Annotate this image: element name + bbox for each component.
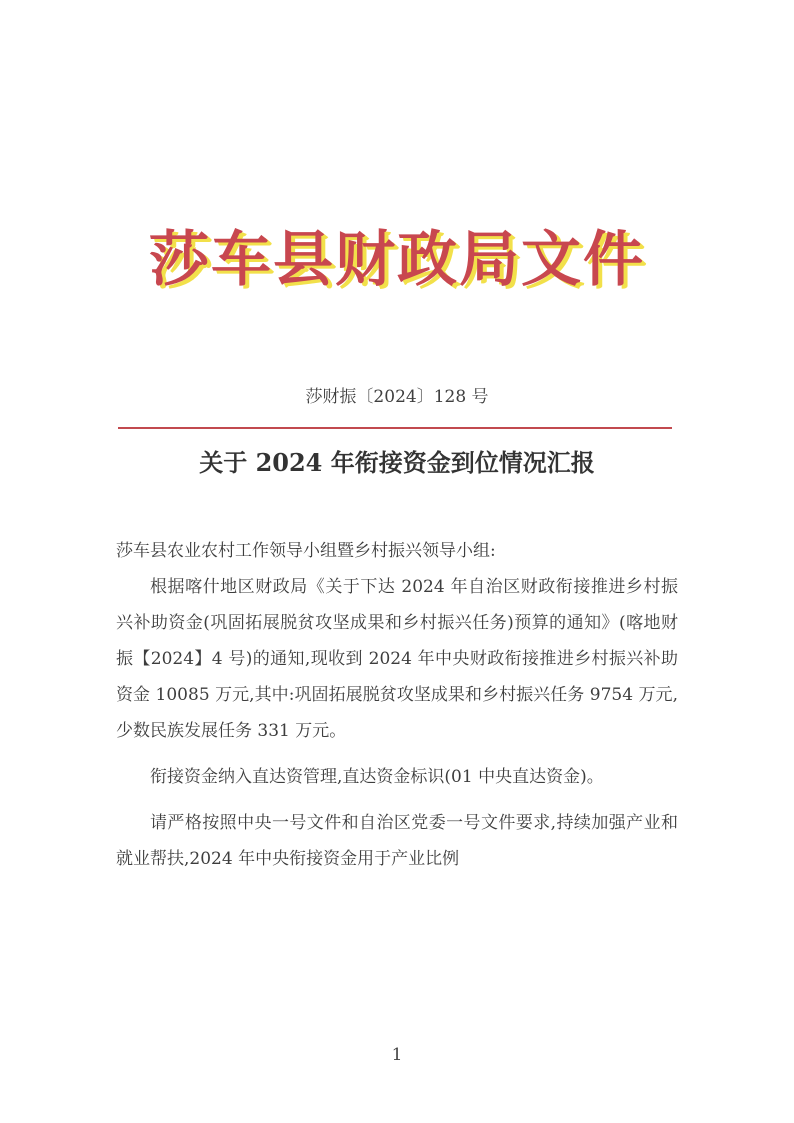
red-divider-line [118,427,672,429]
issuer-header-title: 莎车县财政局文件 [149,225,645,295]
salutation: 莎车县农业农村工作领导小组暨乡村振兴领导小组: [116,541,496,561]
document-number: 莎财振〔2024〕128 号 [305,387,489,407]
document-title: 关于 2024 年衔接资金到位情况汇报 [199,448,595,477]
body-paragraph-2: 衔接资金纳入直达资管理,直达资金标识(01 中央直达资金)。 [150,767,604,787]
body-paragraph-3: 请严格按照中央一号文件和自治区党委一号文件要求,持续加强产业和就业帮扶,2024 年中央衔接资金用于产业比例 [116,813,678,869]
document-body [116,533,678,877]
body-paragraph-1: 根据喀什地区财政局《关于下达 2024 年自治区财政衔接推进乡村振兴补助资金(巩固拓展脱贫攻坚成果和乡村振兴任务)预算的通知》(喀地财振【2024】4 号)的通知,现收到 2024 年中央财政衔接推进乡村振兴补助资金 10085 万元,其中:巩固拓展脱贫攻坚成果和乡村振兴任务 9754 万元,少数民族发展任务 331 万元。 [116,577,678,741]
page-number: 1 [391,1045,403,1065]
